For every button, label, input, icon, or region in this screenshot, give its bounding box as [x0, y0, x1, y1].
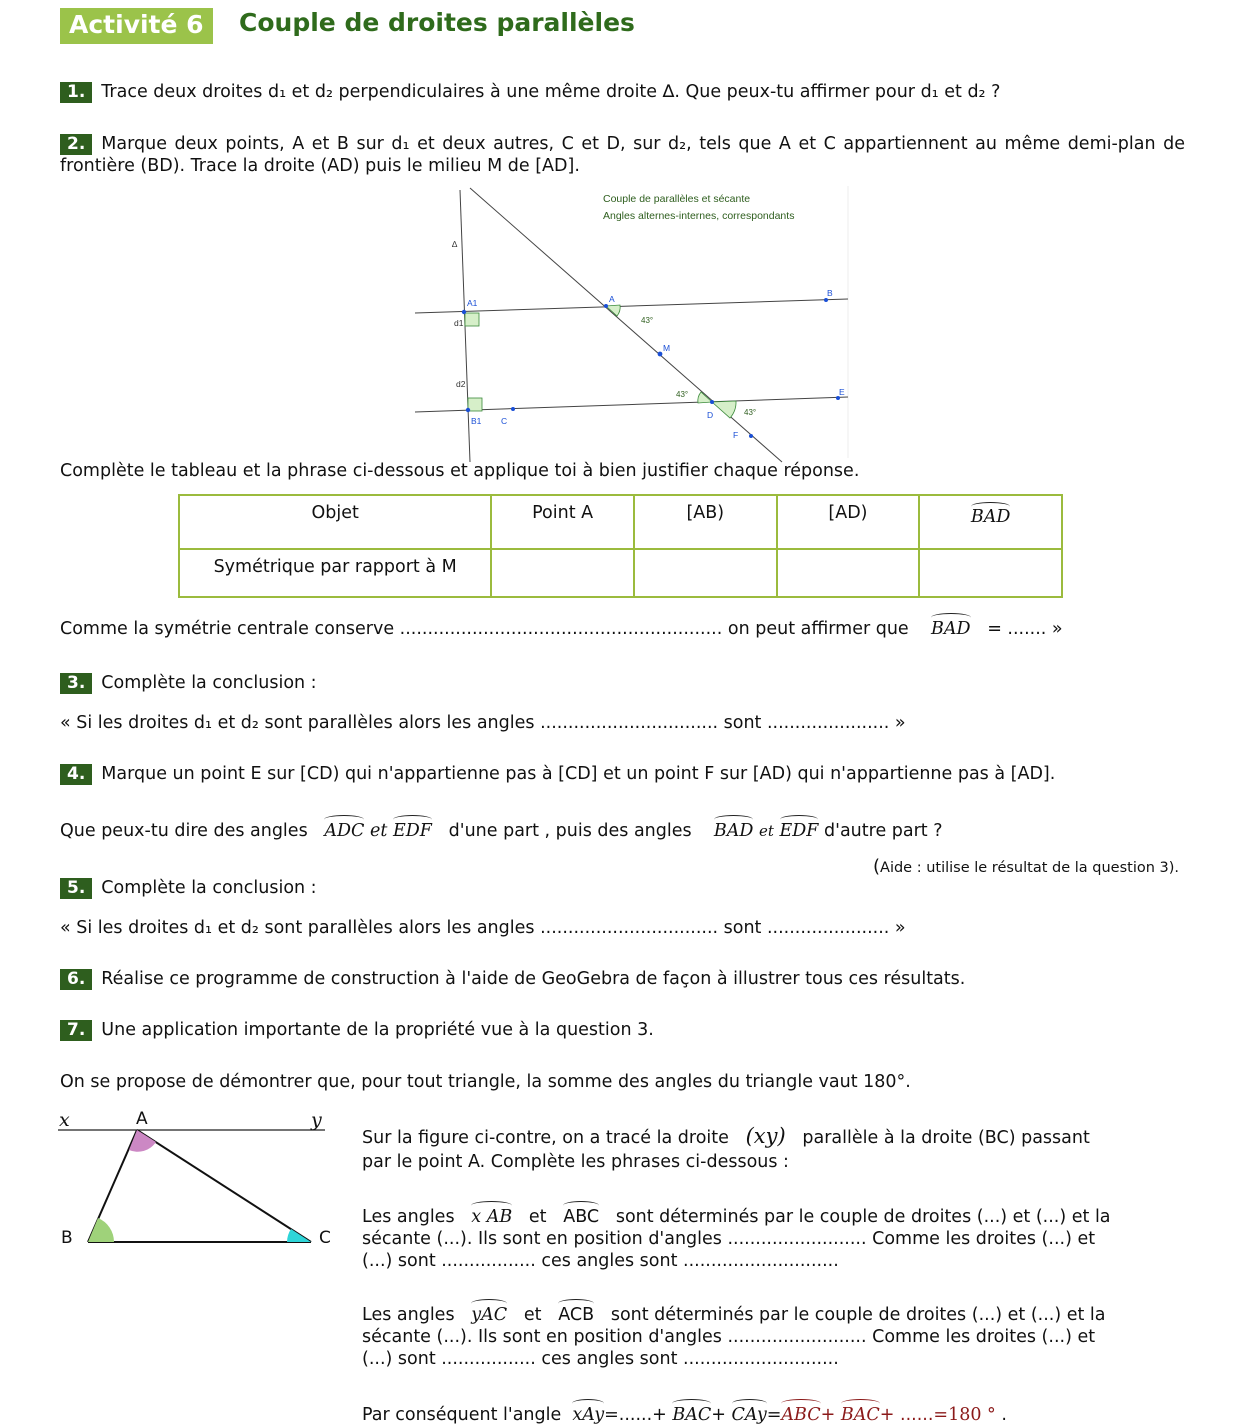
angle-xay: xAy [572, 1405, 605, 1425]
right-p3-line3: (...) sont ................. ces angles sont ............................ [362, 1349, 839, 1369]
point-c [511, 407, 515, 411]
text-part: d'une part , puis des angles [448, 821, 692, 841]
angle-bad: BAD [930, 619, 971, 639]
triangle-figure [55, 1100, 345, 1260]
blank: ......+ [618, 1405, 667, 1425]
angle-bad: BAD [713, 821, 754, 841]
right-p4 [362, 1404, 1007, 1426]
angle-abc-red: ABC [781, 1405, 821, 1425]
angle-edf: EDF [779, 821, 819, 841]
label-d1: d1 [454, 318, 464, 328]
activity-badge: Activité 6 [60, 8, 213, 44]
question-text: Trace deux droites d₁ et d₂ perpendiculaires à une même droite ∆. Que peux-tu affirmer pour d₁ et d₂ ? [101, 82, 1001, 102]
question-text: Une application importante de la propriété vue à la question 3. [101, 1020, 654, 1040]
right-angle-b1 [468, 398, 482, 411]
right-p1-line1 [362, 1125, 1090, 1149]
angle-bac-red: BAC [840, 1405, 880, 1425]
label-f: F [733, 430, 739, 440]
table-row-label: Symétrique par rapport à M [179, 549, 491, 597]
text-part: sont déterminés par le couple de droites (...) et (...) et la [610, 1305, 1106, 1325]
angle-label-d2: 43° [744, 408, 757, 417]
question-6 [60, 968, 965, 990]
figure-caption-1: Couple de parallèles et sécante [603, 193, 751, 205]
right-angle-a1 [465, 313, 479, 326]
text-part: Que peux-tu dire des angles [60, 821, 308, 841]
blank: ...... [900, 1405, 934, 1425]
angle-mark-a [606, 305, 620, 316]
table-header-cell: Point A [491, 495, 634, 549]
hint-text: Aide : utilise le résultat de la question 3). [880, 860, 1180, 876]
right-p2-line1 [362, 1206, 1111, 1228]
instruction-text: Complète le tableau et la phrase ci-dessous et applique toi à bien justifier chaque réponse. [60, 461, 860, 481]
text-part: parallèle à la droite (BC) passant [802, 1128, 1090, 1148]
label-c: C [501, 416, 508, 426]
question-number: 1. [60, 82, 92, 103]
table-header-cell: [AB) [634, 495, 777, 549]
angle-cay: CAy [731, 1405, 767, 1425]
plus: + [711, 1405, 726, 1425]
table-answer-cell[interactable] [491, 549, 634, 597]
point-b [824, 298, 828, 302]
label-b: B [827, 288, 833, 298]
angle-xab: x AB [471, 1207, 513, 1227]
text-part: Sur la figure ci-contre, on a tracé la droite [362, 1128, 729, 1148]
question-5 [60, 877, 317, 899]
question-number: 2. [60, 134, 92, 155]
conclusion-line-3: « Si les droites d₁ et d₂ sont parallèles alors les angles ................................ sont ...................... » [60, 713, 906, 733]
question-1 [60, 81, 1000, 103]
table-header-cell: Objet [179, 495, 491, 549]
sentence-part: Comme la symétrie centrale conserve .......................................................... on peut affirmer que [60, 619, 909, 639]
line-d1 [415, 299, 848, 313]
label-d: D [707, 410, 714, 420]
label-b1: B1 [471, 416, 482, 426]
label-d2: d2 [456, 379, 466, 389]
question-number: 7. [60, 1020, 92, 1041]
period: . [1001, 1405, 1007, 1425]
angle-adc: ADC [324, 821, 365, 841]
line-ad [470, 188, 782, 462]
label-y: y [311, 1109, 322, 1131]
right-p3-line2: sécante (...). Ils sont en position d'angles ......................... Comme les droites (...) et [362, 1327, 1096, 1347]
table-answer-cell[interactable] [777, 549, 920, 597]
point-b1 [466, 408, 470, 412]
angle-edf: EDF [393, 821, 432, 841]
angle-label-d1: 43° [676, 390, 689, 399]
symmetry-sentence [60, 618, 1063, 640]
question-number: 4. [60, 764, 92, 785]
question-text: Marque un point E sur [CD) qui n'appartienne pas à [CD] et un point F sur [AD) qui n'appartienne pas à [AD]. [101, 764, 1056, 784]
angle-bad: BAD [970, 507, 1011, 527]
label-b: B [61, 1228, 73, 1248]
right-p3-line1 [362, 1304, 1106, 1326]
text-part: Les angles [362, 1305, 455, 1325]
point-m [658, 352, 663, 357]
text-part: d'autre part ? [824, 821, 943, 841]
equals: = [766, 1405, 782, 1425]
point-a [604, 304, 608, 308]
question-7 [60, 1019, 654, 1041]
angle-bac: BAC [672, 1405, 712, 1425]
label-m: M [663, 343, 671, 353]
right-p2-line2: sécante (...). Ils sont en position d'angles ......................... Comme les droites (...) et [362, 1229, 1096, 1249]
right-p1-line2: par le point A. Complète les phrases ci-dessous : [362, 1152, 789, 1172]
figure-caption-2: Angles alternes-internes, correspondants [603, 210, 795, 222]
angle-abc: ABC [563, 1207, 600, 1227]
plus: + [820, 1405, 836, 1425]
point-d [710, 400, 714, 404]
point-f [749, 434, 753, 438]
question-7-intro: On se propose de démontrer que, pour tout triangle, la somme des angles du triangle vaut 180°. [60, 1072, 911, 1092]
table-row [179, 549, 1062, 597]
label-delta: ∆ [452, 239, 458, 249]
table-answer-cell[interactable] [634, 549, 777, 597]
right-p2-line3: (...) sont ................. ces angles sont ............................ [362, 1251, 839, 1271]
equals: = [604, 1405, 619, 1425]
conclusion-line-5: « Si les droites d₁ et d₂ sont parallèles alors les angles ................................ sont ...................... » [60, 918, 906, 938]
side-ac [137, 1130, 311, 1242]
point-a1 [462, 310, 466, 314]
line-xy-label: (xy) [745, 1124, 786, 1148]
table-header-cell [919, 495, 1062, 549]
page-title: Couple de droites parallèles [239, 8, 635, 37]
question-number: 6. [60, 969, 92, 990]
text-et: et [523, 1305, 542, 1325]
table-header-cell: [AD) [777, 495, 920, 549]
question-4 [60, 763, 1055, 785]
angle-c-mark [287, 1229, 311, 1242]
hint-paren: ( [873, 856, 881, 877]
hint [873, 856, 1179, 879]
symmetry-table [178, 494, 1063, 598]
question-text: Complète la conclusion : [101, 673, 317, 693]
label-c: C [319, 1228, 331, 1248]
question-number: 5. [60, 878, 92, 899]
text-part: Par conséquent l'angle [362, 1405, 562, 1425]
result-180: =180 ° [933, 1405, 996, 1425]
table-header-row [179, 495, 1062, 549]
question-2 [60, 133, 1185, 177]
label-a: A [609, 294, 615, 304]
label-a1: A1 [467, 298, 478, 308]
angle-acb: ACB [558, 1305, 595, 1325]
question-text: Complète la conclusion : [101, 878, 317, 898]
question-3 [60, 672, 317, 694]
angle-label-a: 43° [641, 316, 654, 325]
table-answer-cell[interactable] [919, 549, 1062, 597]
question-number: 3. [60, 673, 92, 694]
question-text: Marque deux points, A et B sur d₁ et deux autres, C et D, sur d₂, tels que A et C appartiennent au même demi-plan de frontière (BD). Trace la droite (AD) puis le milieu M de [AD]. [60, 134, 1185, 176]
plus: + [879, 1405, 895, 1425]
angle-b-mark [88, 1218, 114, 1242]
angle-yac: yAC [471, 1305, 508, 1325]
question-text: Réalise ce programme de construction à l'aide de GeoGebra de façon à illustrer tous ces résultats. [101, 969, 966, 989]
text-et: et [528, 1207, 547, 1227]
question-4-angles [60, 820, 943, 842]
angle-mark-d2 [712, 401, 736, 418]
label-a: A [136, 1109, 148, 1129]
text-et: et [370, 821, 388, 841]
label-x: x [59, 1109, 70, 1131]
sentence-part: = ....... » [987, 619, 1063, 639]
label-e: E [839, 387, 845, 397]
text-part: sont déterminés par le couple de droites (...) et (...) et la [615, 1207, 1111, 1227]
parallel-lines-figure [410, 182, 860, 464]
text-part: Les angles [362, 1207, 455, 1227]
text-et: et [759, 822, 774, 840]
